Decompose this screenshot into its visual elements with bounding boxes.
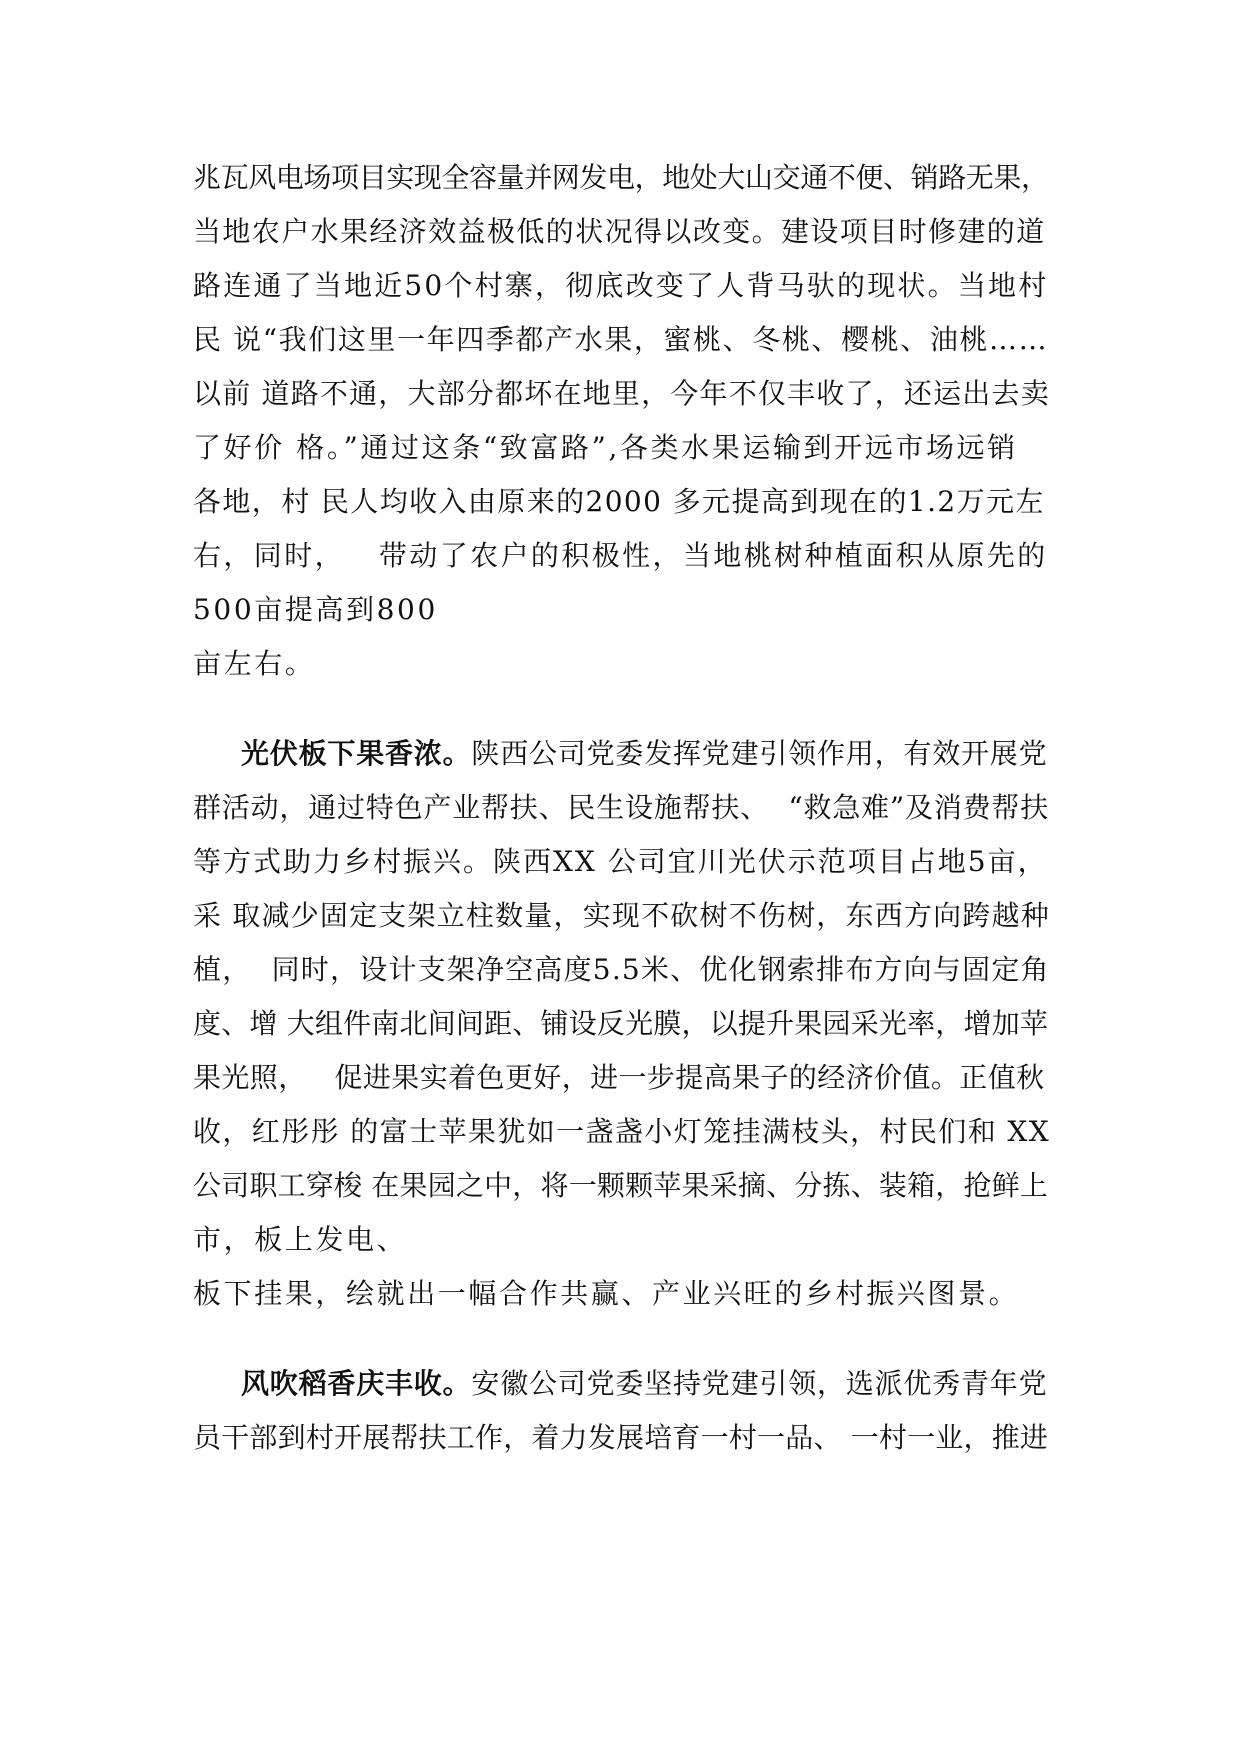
body-line: 民 说“我们这里一年四季都产水果，蜜桃、冬桃、樱桃、油桃……	[193, 323, 1049, 356]
paragraph-lead-heading: 风吹稻香庆丰收。	[241, 1367, 472, 1400]
body-line: 当地农户水果经济效益极低的状况得以改变。建设项目时修建的道	[193, 215, 1046, 248]
body-line: 市，板上发电、	[193, 1223, 408, 1256]
body-line: 等方式助力乡村振兴。陕西XX 公司宜川光伏示范项目占地5亩，	[193, 845, 1048, 878]
body-line: 路连通了当地近50个村寨，彻底改变了人背马驮的现状。当地村	[193, 269, 1049, 302]
body-line: 公司职工穿梭 在果园之中，将一颗颗苹果采摘、分拣、装箱，抢鲜上	[193, 1169, 1049, 1202]
body-line: 板下挂果，绘就出一幅合作共赢、产业兴旺的乡村振兴图景。	[193, 1277, 1020, 1310]
body-line: 收，红彤彤 的富士苹果犹如一盏盏小灯笼挂满枝头，村民们和 XX	[193, 1115, 1051, 1148]
paragraph-first-line	[241, 1366, 1047, 1402]
body-line: 植， 同时，设计支架净空高度5.5米、优化钢索排布方向与固定角	[193, 953, 1050, 986]
body-line: 员干部到村开展帮扶工作，着力发展培育一村一品、 一村一业，推进	[193, 1421, 1049, 1454]
body-line: 度、增 大组件南北间间距、铺设反光膜，以提升果园采光率，增加苹	[193, 1007, 1049, 1040]
body-line: 以前 道路不通，大部分都坏在地里，今年不仅丰收了，还运出去卖	[193, 377, 1050, 410]
body-text: 陕西公司党委发挥党建引领作用，有效开展党	[471, 737, 1048, 770]
paragraph-lead-heading: 光伏板下果香浓。	[241, 737, 472, 770]
body-line: 右，同时， 带动了农户的积极性，当地桃树种植面积从原先的	[193, 539, 1048, 572]
body-line: 各地，村 民人均收入由原来的2000 多元提高到现在的1.2万元左	[193, 485, 1045, 518]
body-line: 采 取减少固定支架立柱数量，实现不砍树不伤树，东西方向跨越种	[193, 899, 1050, 932]
body-text: 安徽公司党委坚持党建引领，选派优秀青年党	[471, 1367, 1048, 1400]
body-line: 亩左右。	[193, 647, 316, 680]
body-line: 群活动，通过特色产业帮扶、民生设施帮扶、 “救急难”及消费帮扶	[193, 791, 1050, 824]
paragraph-first-line	[241, 736, 1047, 772]
body-line: 500亩提高到800	[193, 593, 438, 626]
body-line: 了好价 格。”通过这条“致富路”,各类水果运输到开远市场远销	[193, 431, 1018, 464]
body-line: 果光照， 促进果实着色更好，进一步提高果子的经济价值。正值秋	[193, 1061, 1045, 1094]
body-line: 兆瓦风电场项目实现全容量并网发电，地处大山交通不便、销路无果，	[193, 161, 1049, 194]
